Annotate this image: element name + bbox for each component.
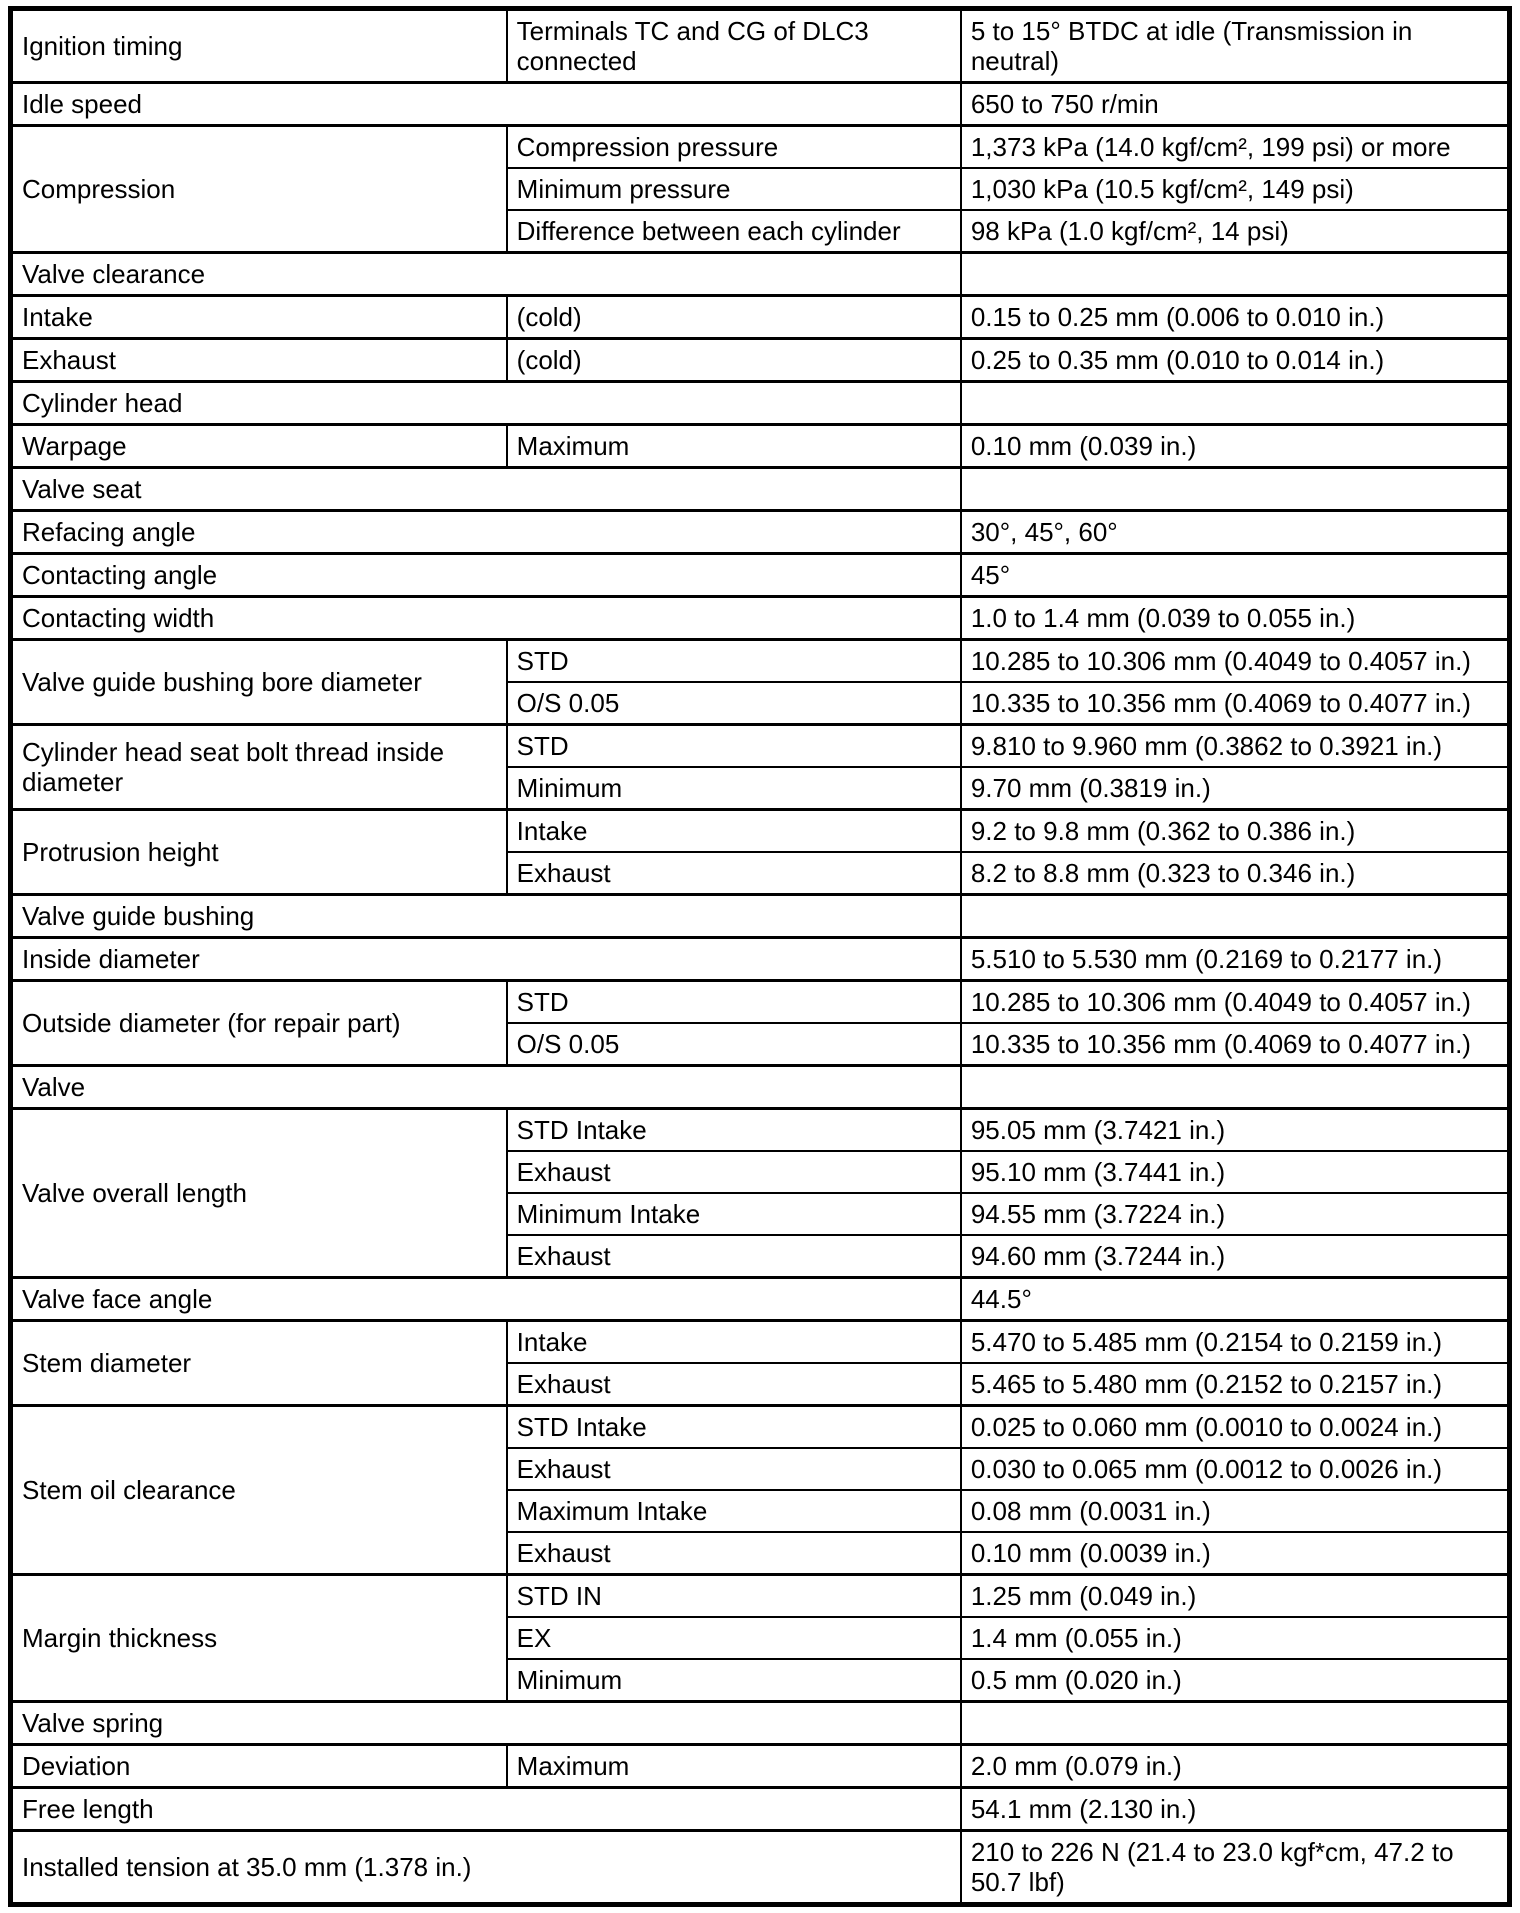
spec-value-cell: 0.030 to 0.065 mm (0.0012 to 0.0026 in.)	[961, 1448, 1510, 1490]
spec-value-cell: 8.2 to 8.8 mm (0.323 to 0.346 in.)	[961, 852, 1510, 895]
spec-value-cell: 0.15 to 0.25 mm (0.006 to 0.010 in.)	[961, 296, 1510, 339]
table-row	[11, 468, 1510, 511]
table-row	[11, 938, 1510, 981]
spec-condition-cell: STD Intake	[507, 1406, 961, 1449]
table-row	[11, 895, 1510, 938]
spec-condition-cell: Minimum Intake	[507, 1193, 961, 1235]
spec-value-cell	[961, 468, 1510, 511]
spec-condition-cell: Minimum	[507, 1659, 961, 1702]
table-row	[11, 640, 1510, 683]
spec-value-cell: 0.5 mm (0.020 in.)	[961, 1659, 1510, 1702]
spec-value-cell: 0.025 to 0.060 mm (0.0010 to 0.0024 in.)	[961, 1406, 1510, 1449]
spec-item-cell: Contacting width	[11, 597, 961, 640]
spec-value-cell: 10.285 to 10.306 mm (0.4049 to 0.4057 in.)	[961, 640, 1510, 683]
spec-condition-cell: Exhaust	[507, 1448, 961, 1490]
spec-item-cell: Free length	[11, 1788, 961, 1831]
spec-value-cell: 9.810 to 9.960 mm (0.3862 to 0.3921 in.)	[961, 725, 1510, 768]
spec-value-cell: 0.08 mm (0.0031 in.)	[961, 1490, 1510, 1532]
spec-value-cell: 0.25 to 0.35 mm (0.010 to 0.014 in.)	[961, 339, 1510, 382]
table-row	[11, 1278, 1510, 1321]
table-row	[11, 810, 1510, 853]
spec-value-cell: 1.0 to 1.4 mm (0.039 to 0.055 in.)	[961, 597, 1510, 640]
spec-value-cell: 95.10 mm (3.7441 in.)	[961, 1151, 1510, 1193]
spec-item-cell: Intake	[11, 296, 507, 339]
spec-item-cell: Valve guide bushing bore diameter	[11, 640, 507, 725]
spec-condition-cell: STD	[507, 981, 961, 1024]
spec-condition-cell: Exhaust	[507, 1532, 961, 1575]
spec-item-cell: Margin thickness	[11, 1575, 507, 1702]
spec-value-cell: 5.470 to 5.485 mm (0.2154 to 0.2159 in.)	[961, 1321, 1510, 1364]
table-row	[11, 511, 1510, 554]
spec-condition-cell: Intake	[507, 1321, 961, 1364]
spec-value-cell: 54.1 mm (2.130 in.)	[961, 1788, 1510, 1831]
spec-item-cell: Exhaust	[11, 339, 507, 382]
spec-item-cell: Valve spring	[11, 1702, 961, 1745]
table-row	[11, 981, 1510, 1024]
spec-condition-cell: Intake	[507, 810, 961, 853]
spec-item-cell: Valve face angle	[11, 1278, 961, 1321]
table-row	[11, 725, 1510, 768]
spec-condition-cell: Exhaust	[507, 1363, 961, 1406]
spec-value-cell: 5.465 to 5.480 mm (0.2152 to 0.2157 in.)	[961, 1363, 1510, 1406]
spec-value-cell: 10.285 to 10.306 mm (0.4049 to 0.4057 in.)	[961, 981, 1510, 1024]
spec-condition-cell: STD Intake	[507, 1109, 961, 1152]
spec-table	[8, 6, 1512, 1907]
spec-value-cell: 10.335 to 10.356 mm (0.4069 to 0.4077 in.)	[961, 1023, 1510, 1066]
table-row	[11, 1831, 1510, 1905]
spec-value-cell: 9.2 to 9.8 mm (0.362 to 0.386 in.)	[961, 810, 1510, 853]
spec-value-cell	[961, 382, 1510, 425]
spec-value-cell: 0.10 mm (0.039 in.)	[961, 425, 1510, 468]
table-row	[11, 339, 1510, 382]
spec-item-cell: Valve seat	[11, 468, 961, 511]
spec-value-cell: 10.335 to 10.356 mm (0.4069 to 0.4077 in.)	[961, 682, 1510, 725]
spec-condition-cell: Exhaust	[507, 852, 961, 895]
table-row	[11, 1066, 1510, 1109]
spec-condition-cell: Maximum	[507, 1745, 961, 1788]
table-row	[11, 1321, 1510, 1364]
spec-value-cell: 1.25 mm (0.049 in.)	[961, 1575, 1510, 1618]
service-specifications-page	[8, 6, 1512, 1907]
spec-table-body	[11, 9, 1510, 1905]
spec-item-cell: Outside diameter (for repair part)	[11, 981, 507, 1066]
spec-condition-cell: Minimum	[507, 767, 961, 810]
spec-condition-cell: STD	[507, 725, 961, 768]
spec-condition-cell: (cold)	[507, 296, 961, 339]
table-row	[11, 1406, 1510, 1449]
spec-item-cell: Contacting angle	[11, 554, 961, 597]
spec-condition-cell: STD IN	[507, 1575, 961, 1618]
table-row	[11, 296, 1510, 339]
spec-value-cell	[961, 1702, 1510, 1745]
spec-value-cell: 1,030 kPa (10.5 kgf/cm², 149 psi)	[961, 168, 1510, 210]
spec-item-cell: Valve clearance	[11, 253, 961, 296]
spec-item-cell: Compression	[11, 126, 507, 253]
spec-item-cell: Cylinder head seat bolt thread inside diameter	[11, 725, 507, 810]
spec-value-cell: 1,373 kPa (14.0 kgf/cm², 199 psi) or more	[961, 126, 1510, 169]
spec-value-cell: 1.4 mm (0.055 in.)	[961, 1617, 1510, 1659]
spec-value-cell	[961, 895, 1510, 938]
spec-item-cell: Installed tension at 35.0 mm (1.378 in.)	[11, 1831, 961, 1905]
spec-item-cell: Valve	[11, 1066, 961, 1109]
table-row	[11, 1788, 1510, 1831]
spec-item-cell: Stem diameter	[11, 1321, 507, 1406]
spec-value-cell: 30°, 45°, 60°	[961, 511, 1510, 554]
spec-value-cell	[961, 253, 1510, 296]
spec-condition-cell: (cold)	[507, 339, 961, 382]
spec-value-cell: 94.60 mm (3.7244 in.)	[961, 1235, 1510, 1278]
table-row	[11, 425, 1510, 468]
spec-item-cell: Protrusion height	[11, 810, 507, 895]
spec-condition-cell: O/S 0.05	[507, 1023, 961, 1066]
table-row	[11, 1745, 1510, 1788]
spec-value-cell: 98 kPa (1.0 kgf/cm², 14 psi)	[961, 210, 1510, 253]
spec-value-cell: 210 to 226 N (21.4 to 23.0 kgf*cm, 47.2 to 50.7 lbf)	[961, 1831, 1510, 1905]
spec-item-cell: Inside diameter	[11, 938, 961, 981]
spec-value-cell	[961, 1066, 1510, 1109]
spec-condition-cell: Maximum	[507, 425, 961, 468]
table-row	[11, 1702, 1510, 1745]
table-row	[11, 554, 1510, 597]
spec-value-cell: 45°	[961, 554, 1510, 597]
spec-item-cell: Warpage	[11, 425, 507, 468]
spec-item-cell: Ignition timing	[11, 9, 507, 83]
spec-value-cell: 5.510 to 5.530 mm (0.2169 to 0.2177 in.)	[961, 938, 1510, 981]
spec-value-cell: 9.70 mm (0.3819 in.)	[961, 767, 1510, 810]
table-row	[11, 83, 1510, 126]
spec-item-cell: Refacing angle	[11, 511, 961, 554]
table-row	[11, 597, 1510, 640]
table-row	[11, 253, 1510, 296]
spec-value-cell: 650 to 750 r/min	[961, 83, 1510, 126]
spec-condition-cell: STD	[507, 640, 961, 683]
spec-value-cell: 2.0 mm (0.079 in.)	[961, 1745, 1510, 1788]
spec-item-cell: Stem oil clearance	[11, 1406, 507, 1575]
spec-item-cell: Deviation	[11, 1745, 507, 1788]
spec-value-cell: 44.5°	[961, 1278, 1510, 1321]
table-row	[11, 1575, 1510, 1618]
spec-condition-cell: Minimum pressure	[507, 168, 961, 210]
spec-value-cell: 95.05 mm (3.7421 in.)	[961, 1109, 1510, 1152]
spec-item-cell: Idle speed	[11, 83, 961, 126]
spec-condition-cell: Exhaust	[507, 1151, 961, 1193]
spec-item-cell: Valve overall length	[11, 1109, 507, 1278]
table-row	[11, 9, 1510, 83]
spec-value-cell: 94.55 mm (3.7224 in.)	[961, 1193, 1510, 1235]
spec-condition-cell: Exhaust	[507, 1235, 961, 1278]
table-row	[11, 1109, 1510, 1152]
spec-condition-cell: Maximum Intake	[507, 1490, 961, 1532]
table-row	[11, 382, 1510, 425]
spec-condition-cell: Difference between each cylinder	[507, 210, 961, 253]
spec-condition-cell: Compression pressure	[507, 126, 961, 169]
spec-item-cell: Cylinder head	[11, 382, 961, 425]
spec-value-cell: 5 to 15° BTDC at idle (Transmission in neutral)	[961, 9, 1510, 83]
spec-condition-cell: EX	[507, 1617, 961, 1659]
spec-condition-cell: O/S 0.05	[507, 682, 961, 725]
spec-item-cell: Valve guide bushing	[11, 895, 961, 938]
table-row	[11, 126, 1510, 169]
spec-value-cell: 0.10 mm (0.0039 in.)	[961, 1532, 1510, 1575]
spec-condition-cell: Terminals TC and CG of DLC3 connected	[507, 9, 961, 83]
